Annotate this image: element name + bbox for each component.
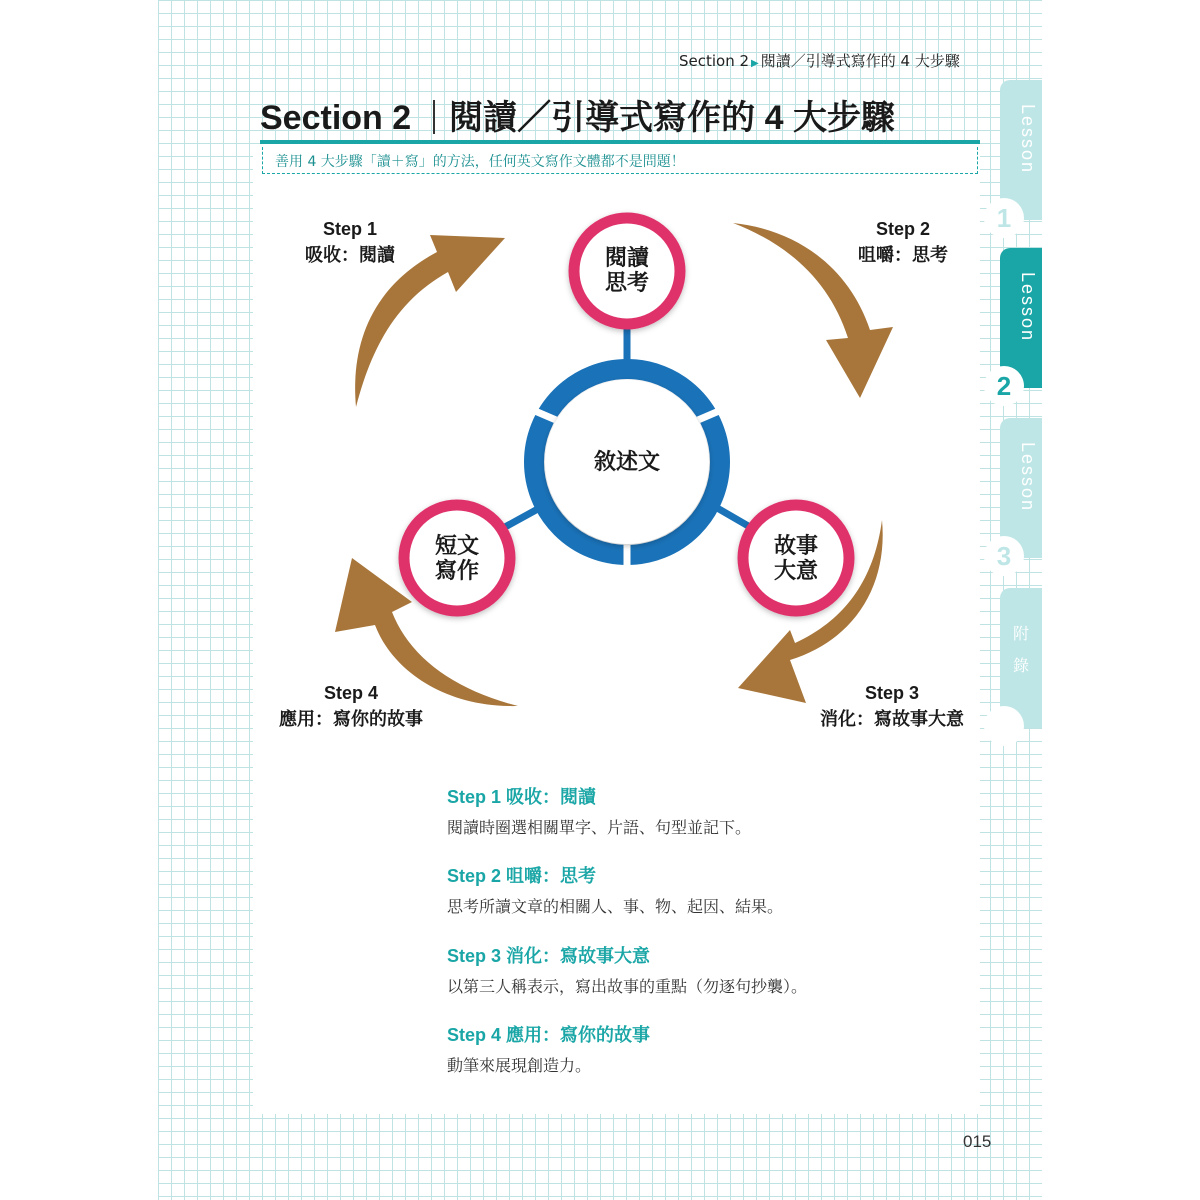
triangle-icon: ▶ (751, 58, 759, 69)
description-heading: Step 3 消化：寫故事大意 (447, 946, 651, 966)
tab-annex[interactable] (1000, 588, 1042, 728)
description-text: 以第三人稱表示，寫出故事的重點（勿逐句抄襲）。 (447, 977, 808, 996)
center-label (577, 450, 677, 475)
step4-number: Step 4 (323, 683, 379, 703)
description-step4 (447, 1021, 967, 1076)
description-step2 (447, 862, 967, 917)
tab-lesson-2[interactable] (996, 248, 1042, 401)
step2-label (843, 216, 963, 268)
subtitle: 善用 4 大步驟「讀＋寫」的方法，任何英文寫作文體都不是問題！ (275, 154, 685, 170)
node-left-label (417, 534, 497, 584)
page-number: 015 (963, 1132, 992, 1151)
tab-lesson-3[interactable] (996, 418, 1042, 571)
tab-annex-char1: 附 (1012, 624, 1029, 643)
node-top-line2: 思考 (604, 271, 649, 296)
description-step1 (447, 783, 967, 838)
step3-number: Step 3 (864, 683, 920, 703)
tab-lesson-1-label: Lesson (1018, 104, 1038, 175)
center-text: 敘述文 (593, 450, 660, 475)
description-step3 (447, 942, 967, 997)
running-header-section: Section 2 (679, 52, 750, 70)
node-right-line1: 故事 (773, 534, 818, 559)
tab-annex-char2: 錄 (1012, 656, 1029, 675)
tab-lesson-3-number: 3 (984, 536, 1024, 576)
tab-lesson-1-number: 1 (984, 198, 1024, 238)
tab-annex-number (984, 706, 1024, 746)
node-top-label (587, 246, 667, 296)
step1-number: Step 1 (322, 219, 378, 239)
node-right-line2: 大意 (773, 559, 818, 584)
tab-lesson-1[interactable] (996, 80, 1042, 233)
title-section: Section 2 (260, 99, 412, 137)
node-left-line1: 短文 (434, 534, 479, 559)
step3-text: 消化：寫故事大意 (820, 709, 964, 729)
description-heading: Step 2 咀嚼：思考 (447, 866, 597, 886)
step1-text: 吸收：閱讀 (305, 245, 395, 265)
step1-label (290, 216, 410, 268)
step4-text: 應用：寫你的故事 (279, 709, 423, 729)
title-text: 閱讀／引導式寫作的 4 大步驟 (449, 99, 895, 137)
description-heading: Step 4 應用：寫你的故事 (447, 1025, 651, 1045)
description-text: 閱讀時圈選相關單字、片語、句型並記下。 (447, 818, 752, 837)
description-text: 動筆來展現創造力。 (447, 1056, 592, 1075)
step2-text: 咀嚼：思考 (858, 245, 948, 265)
node-top-line1: 閱讀 (604, 246, 649, 271)
tab-annex-label (1000, 618, 1042, 682)
step2-number: Step 2 (875, 219, 931, 239)
tab-lesson-2-label: Lesson (1018, 272, 1038, 343)
step3-label (802, 680, 982, 732)
description-text: 思考所讀文章的相關人、事、物、起因、結果。 (447, 897, 784, 916)
node-right-label (756, 534, 836, 584)
description-heading: Step 1 吸收：閱讀 (447, 787, 597, 807)
step4-label (261, 680, 441, 732)
node-left-line2: 寫作 (434, 559, 479, 584)
running-header-title: 閱讀／引導式寫作的 4 大步驟 (760, 52, 960, 70)
tab-lesson-3-label: Lesson (1018, 442, 1038, 513)
tab-lesson-2-number: 2 (984, 366, 1024, 406)
